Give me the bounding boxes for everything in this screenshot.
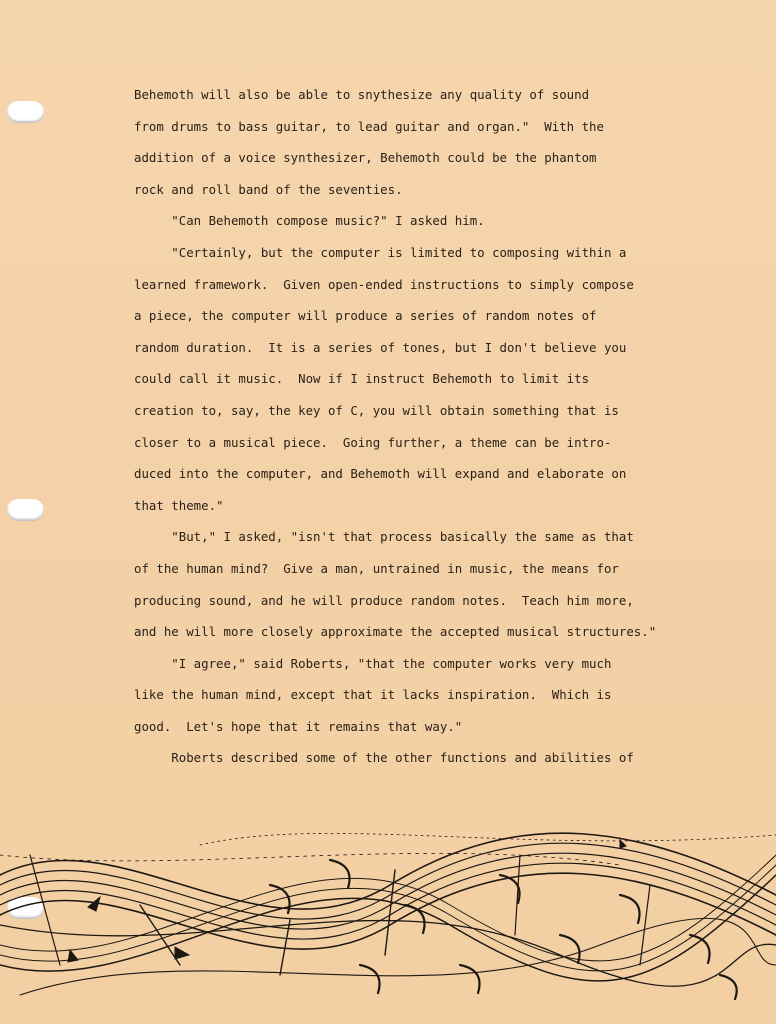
text-line: Behemoth will also be able to snythesize any quality of sound — [134, 87, 590, 102]
text-line: "But," I asked, "isn't that process basically the same as that — [134, 529, 634, 545]
text-line: Roberts described some of the other functions and abilities of — [134, 750, 634, 766]
text-line: like the human mind, except that it lacks inspiration. Which is — [134, 687, 612, 703]
text-line: random duration. It is a series of tones, but I don't believe you — [134, 339, 627, 355]
text-line: and he will more closely approximate the accepted musical structures." — [134, 624, 657, 640]
text-line: creation to, say, the key of C, you will obtain something that is — [134, 402, 619, 418]
text-line: from drums to bass guitar, to lead guitar and organ." With the — [134, 118, 604, 134]
text-line: addition of a voice synthesizer, Behemoth could be the phantom — [134, 150, 597, 166]
text-line: "Can Behemoth compose music?" I asked him. — [134, 213, 485, 229]
body-text — [134, 79, 694, 774]
text-line: "Certainly, but the computer is limited to composing within a — [134, 244, 627, 260]
text-line: a piece, the computer will produce a series of random notes of — [134, 308, 597, 324]
binder-hole-middle — [7, 499, 44, 521]
text-line: "I agree," said Roberts, "that the computer works very much — [134, 655, 612, 671]
text-line: learned framework. Given open-ended instructions to simply compose — [134, 276, 634, 292]
text-line: duced into the computer, and Behemoth will expand and elaborate on — [134, 466, 627, 482]
text-line: rock and roll band of the seventies. — [134, 181, 403, 197]
text-line: that theme." — [134, 497, 224, 513]
music-staff-swirl-illustration-icon — [0, 815, 776, 1020]
text-line: good. Let's hope that it remains that way." — [134, 718, 463, 734]
text-line: of the human mind? Give a man, untrained in music, the means for — [134, 560, 619, 576]
text-line: could call it music. Now if I instruct Behemoth to limit its — [134, 371, 590, 387]
text-line: producing sound, and he will produce random notes. Teach him more, — [134, 592, 634, 608]
text-line: closer to a musical piece. Going further, a theme can be intro- — [134, 434, 612, 450]
binder-hole-top — [7, 101, 44, 123]
